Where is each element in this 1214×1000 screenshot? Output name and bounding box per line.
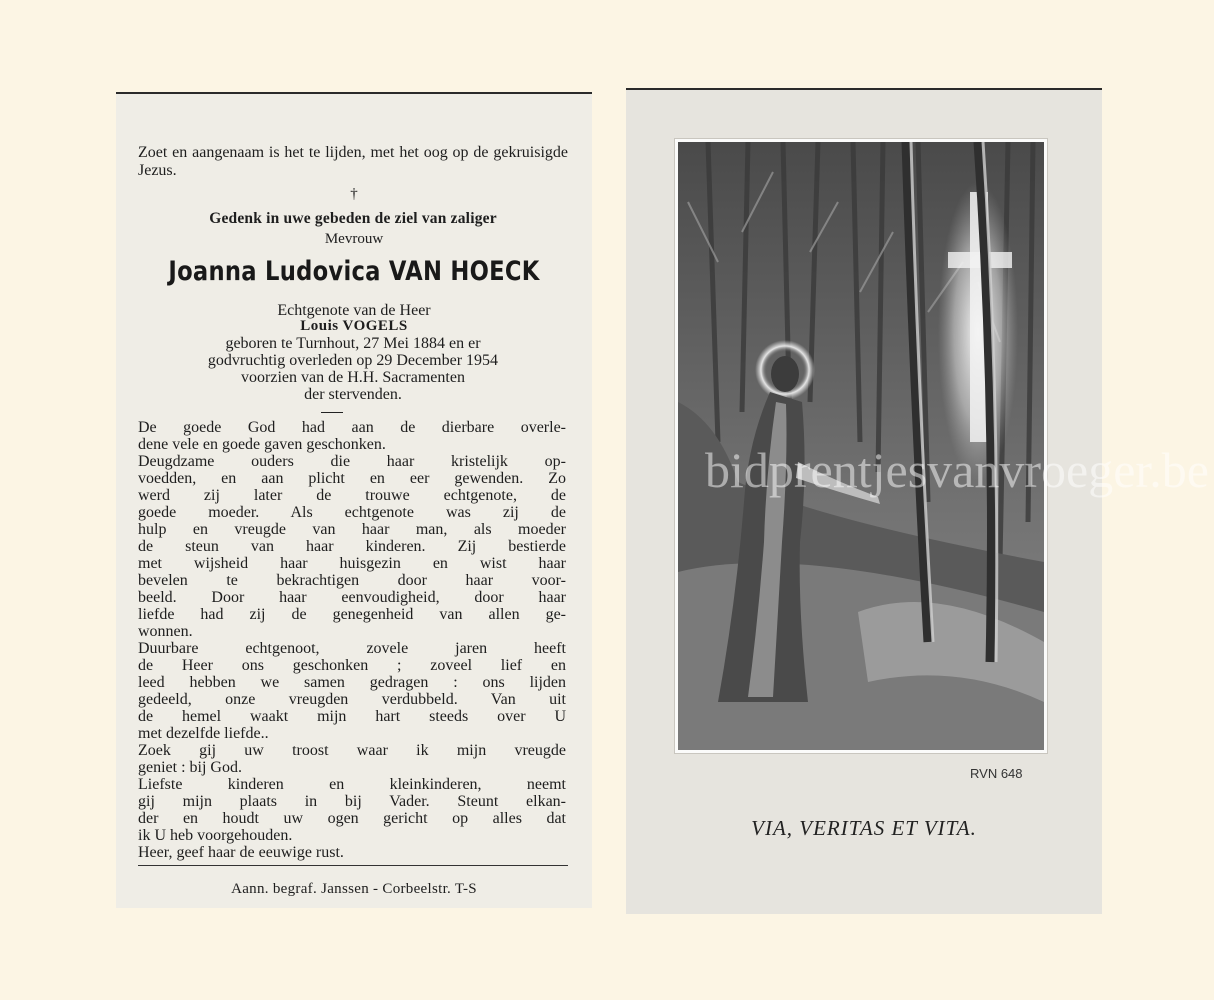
spouse-intro: Echtgenote van de Heer [277, 302, 431, 319]
eulogy-line: hulp en vreugde van haar man, als moeder [138, 521, 566, 538]
dates-line: geboren te Turnhout, 27 Mei 1884 en er [225, 335, 481, 352]
eulogy-line: De goede God had aan de dierbare overle- [138, 419, 566, 436]
eulogy-line: geniet : bij God. [138, 759, 242, 776]
eulogy-line: bevelen te bekrachtigen door haar voor- [138, 572, 566, 589]
eulogy-line: Duurbare echtgenoot, zovele jaren heeft [138, 640, 566, 657]
eulogy-line: Liefste kinderen en kleinkinderen, neemt [138, 776, 566, 793]
artist-mark: RVN 648 [970, 766, 1023, 781]
opening-verse: Zoet en aangenaam is het te lijden, met het oog op de gekruisigde Jezus. [138, 144, 568, 179]
eulogy-line: gedeeld, onze vreugden verdubbeld. Van uit [138, 691, 566, 708]
eulogy-line: wonnen. [138, 623, 193, 640]
eulogy-line: goede moeder. Als echtgenote was zij de [138, 504, 566, 521]
eulogy-line: Zoek gij uw troost waar ik mijn vreugde [138, 742, 566, 759]
dates-line: godvruchtig overleden op 29 December 1954 [207, 352, 499, 369]
memorial-card-text [116, 92, 592, 908]
eulogy-line: leed hebben we samen gedragen : ons lijden [138, 674, 566, 691]
printer-credit: Aann. begraf. Janssen - Corbeelstr. T-S [231, 881, 477, 897]
eulogy-line: der en houdt uw ogen gericht op alles dat [138, 810, 566, 827]
eulogy-line: werd zij later de trouwe echtgenote, de [138, 487, 566, 504]
cross-symbol: † [350, 186, 358, 202]
illustration-frame [674, 138, 1048, 754]
eulogy-line: Deugdzame ouders die haar kristelijk op- [138, 453, 566, 470]
dates-line: der stervenden. [304, 386, 402, 403]
christ-in-forest-illustration [678, 142, 1044, 750]
eulogy-line: de steun van haar kinderen. Zij bestierde [138, 538, 566, 555]
eulogy-line: liefde had zij de genegenheid van allen ge- [138, 606, 566, 623]
eulogy-line: gij mijn plaats in bij Vader. Steunt elkan- [138, 793, 566, 810]
eulogy-text [138, 419, 566, 861]
site-watermark: bidprentjesvanvroeger.be [705, 442, 1209, 498]
dates-line: voorzien van de H.H. Sacramenten [241, 369, 465, 386]
eulogy-line: de Heer ons geschonken ; zoveel lief en [138, 657, 566, 674]
eulogy-line: dene vele en goede gaven geschonken. [138, 436, 386, 453]
deceased-name: Joanna Ludovica VAN HOECK [168, 256, 540, 287]
eulogy-line: met wijsheid haar huisgezin en wist haar [138, 555, 566, 572]
memorial-card-image [626, 88, 1209, 914]
eulogy-line: de hemel waakt mijn hart steeds over U [138, 708, 566, 725]
spouse-name: Louis VOGELS [300, 318, 408, 334]
eulogy-line: voedden, en aan plicht en eer gewenden. Zo [138, 470, 566, 487]
remembrance-line: Gedenk in uwe gebeden de ziel van zaliger [209, 210, 497, 227]
eulogy-line: Heer, geef haar de eeuwige rust. [138, 844, 344, 861]
motto: VIA, VERITAS ET VITA. [751, 816, 977, 840]
eulogy-line: beeld. Door haar eenvoudigheid, door haar [138, 589, 566, 606]
eulogy-line: ik U heb voorgehouden. [138, 827, 293, 844]
title-mevrouw: Mevrouw [324, 231, 384, 247]
birth-death-details [138, 335, 568, 403]
footer-rule [138, 865, 568, 866]
eulogy-line: met dezelfde liefde.. [138, 725, 269, 742]
section-divider [321, 412, 343, 413]
